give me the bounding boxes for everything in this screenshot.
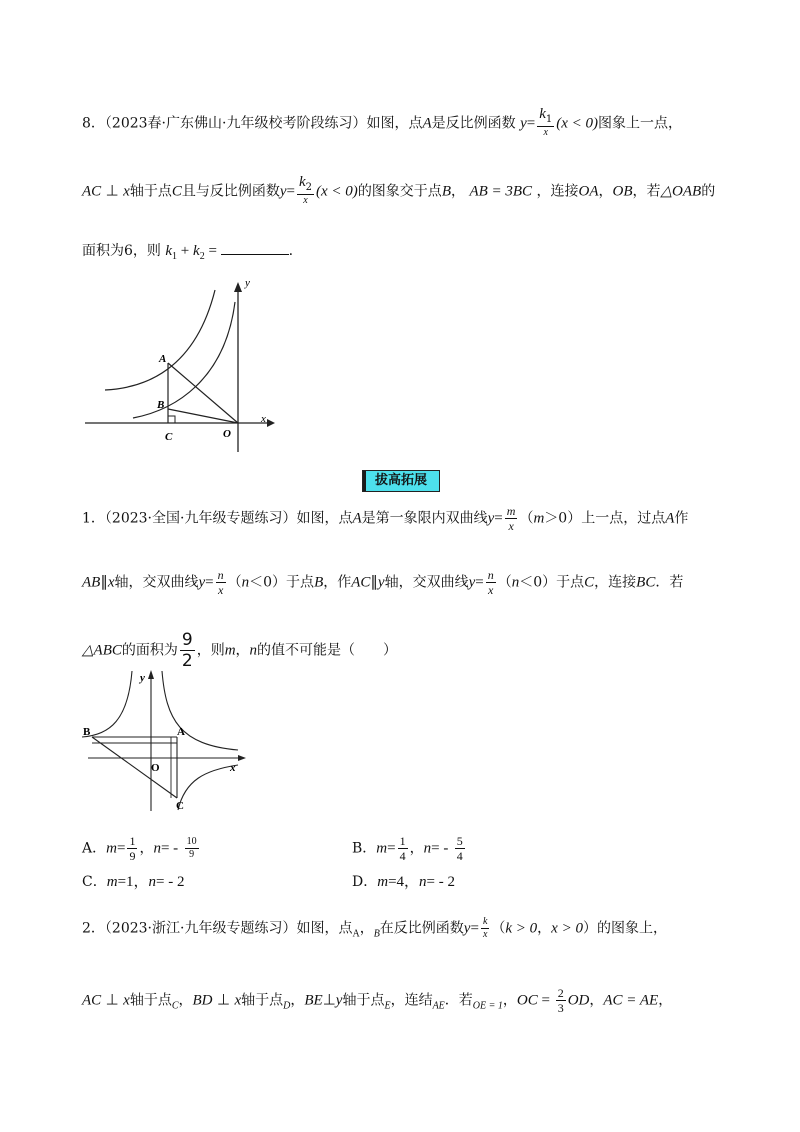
p2-oc: OC: [516, 992, 538, 1009]
sub: 2: [199, 251, 205, 262]
num: 10: [186, 836, 197, 847]
den: 2: [181, 651, 193, 671]
p2-point-c: C: [171, 1000, 179, 1012]
p2-text: 在反比例函数: [379, 920, 464, 937]
q8-text: 图象上一点，: [598, 115, 683, 132]
p2-source: （2023·浙江·九年级专题练习）: [104, 920, 297, 937]
n: n: [511, 574, 520, 591]
q8-condition: (x < 0): [316, 183, 358, 200]
k: k: [193, 243, 200, 259]
x: x: [543, 127, 548, 138]
comma: ，: [139, 840, 154, 857]
p1-point-a: A: [352, 510, 362, 527]
p1-curve-m: [162, 671, 238, 750]
p2-ac: AC: [82, 992, 102, 1009]
eq: = -: [431, 840, 449, 857]
y: y: [487, 510, 495, 527]
q8-text: ，若: [632, 183, 661, 200]
p1-text: ．若: [655, 574, 684, 591]
p1-frac-n-x: [486, 568, 496, 597]
option-a-label: A．: [82, 840, 107, 857]
option-c-label: C．: [82, 874, 107, 890]
p1-text: 如图，点: [296, 510, 353, 527]
y: y: [279, 183, 287, 200]
eq: =: [286, 183, 295, 200]
p2-number: 2．: [82, 920, 105, 937]
q8-y: y: [520, 115, 527, 132]
m: m: [224, 642, 236, 659]
n: n: [153, 840, 161, 857]
n: n: [487, 568, 494, 582]
p2-point-d: D: [283, 1000, 291, 1012]
q8-text: 轴于点: [129, 183, 172, 200]
m: m: [106, 874, 118, 890]
p1-text: （: [497, 574, 512, 591]
q8-ob: OB: [612, 183, 633, 200]
perp: ⊥: [105, 183, 119, 200]
q8-ab-eq: AB = 3BC: [469, 183, 533, 200]
den: 4: [399, 849, 406, 863]
comma: ，: [598, 183, 613, 200]
comma: ，: [409, 840, 424, 857]
p1-text: ，: [235, 642, 250, 659]
p2-ae: AE: [432, 1000, 445, 1012]
p2-text: 轴于点: [129, 992, 172, 1009]
q8-oa: OA: [578, 183, 599, 200]
p2-text: ，: [589, 992, 604, 1009]
q8-label-y: y: [245, 280, 250, 289]
n: n: [419, 874, 427, 890]
option-b-m-fraction: [398, 834, 408, 863]
p1-label-b: B: [83, 726, 91, 738]
p1-text: 作: [674, 510, 689, 527]
p1-ac: AC: [351, 574, 371, 591]
q8-label-c: C: [165, 431, 173, 443]
p2-text: ）的图象上，: [582, 920, 667, 937]
p1-text: ，则: [196, 642, 225, 659]
q8-eq: =: [526, 115, 536, 132]
answer-blank: [221, 240, 289, 255]
n: n: [241, 574, 250, 591]
q8-text: 如图，点: [366, 115, 423, 132]
parallel: ∥: [370, 574, 378, 591]
y: y: [377, 574, 385, 591]
eq: = -: [160, 840, 179, 857]
q8-right-angle-mark: [168, 416, 175, 423]
option-b-n-fraction: [455, 834, 465, 863]
q8-frac-k2-x: [297, 176, 314, 207]
m: m: [506, 504, 516, 518]
p2-fraction: [556, 986, 566, 1015]
n: n: [249, 642, 258, 659]
eq: =: [205, 574, 214, 591]
p1-label-x: x: [230, 762, 236, 774]
p2-line-1: [82, 916, 667, 945]
k: k: [539, 106, 546, 122]
perp: ⊥: [216, 992, 231, 1009]
q8-text: 且与反比例函数: [181, 183, 280, 200]
p1-point-c: C: [584, 574, 595, 591]
q8-point-a: A: [422, 115, 432, 132]
p1-number: 1．: [82, 510, 105, 527]
m: m: [533, 510, 545, 527]
p1-text: 是第一象限内双曲线: [361, 510, 488, 527]
q8-text: 面积为6，则: [82, 243, 161, 259]
p1-line-1: [82, 504, 688, 533]
p1-ab: AB: [82, 574, 101, 591]
den: 3: [557, 1001, 564, 1015]
q8-point-c: C: [171, 183, 182, 200]
p1-text: 的值不可能是（ ）: [257, 642, 398, 659]
eq: =: [470, 920, 479, 937]
q8-curve-k1: [105, 290, 215, 390]
parallel: ∥: [100, 574, 108, 591]
p1-frac-n-x: [216, 568, 226, 597]
p1-text: 轴，交双曲线: [384, 574, 469, 591]
x: x: [234, 992, 242, 1009]
p2-frac-k-x: [481, 916, 489, 941]
x: x: [107, 574, 115, 591]
n: n: [423, 840, 432, 857]
q8-segment-ob: [168, 409, 238, 423]
p2-text: ，: [537, 920, 552, 937]
period: .: [288, 243, 294, 259]
den: 9: [129, 849, 136, 863]
y: y: [198, 574, 206, 591]
p1-text: ＞0）上一点，过点: [544, 510, 666, 527]
num: 2: [557, 986, 564, 1000]
n: n: [148, 874, 157, 890]
q8-line-2: [82, 176, 715, 207]
q8-text: 的: [701, 183, 716, 200]
option-b-label: B．: [352, 840, 377, 857]
p2-text: 如图，点: [296, 920, 353, 937]
x: x: [123, 992, 130, 1009]
eq: =: [387, 840, 396, 857]
q8-condition: (x < 0): [556, 115, 599, 132]
m: m: [376, 840, 388, 857]
p1-curve-n-right: [178, 765, 238, 810]
comma: ，: [450, 183, 465, 200]
eq: =: [494, 510, 503, 527]
q8-point-b: B: [441, 183, 451, 200]
num: 5: [456, 834, 463, 848]
p1-text: 的面积为: [121, 642, 178, 659]
p1-text: ＜0）于点: [519, 574, 585, 591]
y: y: [335, 992, 343, 1009]
p1-text: （: [519, 510, 534, 527]
p2-condition: k > 0: [505, 920, 538, 937]
p2-text: ．若: [444, 992, 473, 1009]
option-a-n-fraction: [185, 836, 199, 861]
n: n: [217, 568, 224, 582]
x: x: [123, 183, 130, 200]
p1-label-o: O: [151, 762, 160, 774]
p1-text: ＜0）于点: [249, 574, 315, 591]
p2-text: ，: [502, 992, 517, 1009]
q8-text: 是反比例函数: [431, 115, 516, 132]
p2-line-2: [82, 986, 672, 1017]
q8-figure: [85, 280, 275, 455]
eq: =: [204, 243, 221, 259]
p1-y-arrow-icon: [148, 670, 154, 679]
sub: 1: [172, 251, 178, 262]
p1-text: ，连接: [594, 574, 637, 591]
option-c[interactable]: [82, 872, 185, 892]
p1-source: （2023·全国·九年级专题练习）: [104, 510, 297, 527]
p2-bd: BD: [192, 992, 213, 1009]
p2-be: BE: [304, 992, 323, 1009]
perp: ⊥: [105, 992, 119, 1009]
eq: =: [537, 992, 554, 1009]
q8-frac-k1-x: [537, 108, 554, 139]
q8-x-arrow-icon: [267, 419, 275, 427]
x: x: [508, 519, 514, 533]
p1-text: 轴，交双曲线: [114, 574, 199, 591]
p2-point-a: A: [352, 928, 360, 940]
k: k: [165, 243, 173, 259]
den: 9: [189, 849, 195, 860]
perp: ⊥: [322, 992, 336, 1009]
p2-text: ，: [178, 992, 193, 1009]
q8-source: （2023春·广东佛山·九年级校考阶段练习）: [104, 115, 367, 132]
p1-line-2: [82, 568, 683, 597]
p2-od: OD: [567, 992, 590, 1009]
q8-text: 的图象交于点: [357, 183, 442, 200]
num: 1: [129, 834, 136, 848]
q8-triangle: △OAB: [660, 183, 702, 200]
q8-number: 8．: [82, 115, 105, 132]
x: x: [303, 195, 308, 206]
q8-label-b: B: [157, 399, 165, 411]
p2-text: ，连结: [390, 992, 433, 1009]
p1-label-c: C: [176, 800, 184, 812]
option-d-label: D．: [352, 874, 378, 890]
den: 4: [456, 849, 463, 863]
q8-ac: AC: [82, 183, 102, 200]
p2-text: 轴于点: [342, 992, 385, 1009]
p1-text: ，作: [323, 574, 352, 591]
num: 9: [181, 630, 193, 650]
q8-segment-oa: [168, 363, 238, 423]
p1-label-y: y: [140, 672, 145, 684]
q8-label-o: O: [223, 428, 231, 440]
p2-oe-eq: OE = 1: [472, 1000, 503, 1012]
y: y: [468, 574, 476, 591]
p2-point-b: B: [373, 928, 380, 940]
p1-figure: [80, 665, 250, 815]
p1-bc: BC: [636, 574, 656, 591]
p2-condition: x > 0: [551, 920, 583, 937]
k: k: [298, 174, 306, 190]
q8-y-arrow-icon: [234, 282, 242, 292]
eq: =: [116, 840, 126, 857]
m: m: [106, 840, 117, 857]
x: x: [482, 929, 488, 940]
eq: = - 2: [156, 874, 185, 890]
p1-frac-m-x: [505, 504, 518, 533]
p2-text: （: [491, 920, 506, 937]
option-b[interactable]: [352, 834, 467, 863]
plus: +: [177, 243, 194, 259]
p2-text: ，: [658, 992, 673, 1009]
eq: = - 2: [426, 874, 456, 890]
p1-point-b: B: [314, 574, 324, 591]
y: y: [463, 920, 471, 937]
option-a[interactable]: [82, 834, 201, 863]
p1-segment-bc: [92, 737, 177, 798]
p2-text: 轴于点: [241, 992, 284, 1009]
p2-text: ，: [359, 920, 374, 937]
sub: 1: [545, 114, 553, 125]
p1-text: （: [227, 574, 242, 591]
option-a-m-fraction: [127, 834, 137, 863]
p1-x-arrow-icon: [238, 755, 246, 761]
p1-triangle: △ABC: [82, 642, 122, 659]
num: 1: [399, 834, 406, 848]
eq: =4，: [388, 874, 420, 890]
q8-text: ，连接: [536, 183, 579, 200]
section-badge: 拔高拓展: [362, 470, 440, 492]
x: x: [488, 583, 494, 597]
eq: =1，: [117, 874, 149, 890]
p2-ac-ae: AC = AE: [603, 992, 659, 1009]
q8-curve-k2: [133, 302, 235, 418]
m: m: [377, 874, 389, 890]
q8-label-x: x: [261, 413, 266, 425]
option-d[interactable]: [352, 872, 455, 892]
k: k: [482, 916, 488, 927]
p2-point-e: E: [384, 1000, 391, 1012]
eq: =: [475, 574, 484, 591]
p2-text: ，: [290, 992, 305, 1009]
sub: 2: [305, 182, 313, 193]
p1-label-a: A: [177, 726, 185, 738]
p1-point-a: A: [665, 510, 675, 527]
q8-label-a: A: [159, 353, 167, 365]
q8-line-3: [82, 240, 293, 267]
x: x: [217, 583, 224, 597]
q8-line-1: [82, 108, 682, 139]
